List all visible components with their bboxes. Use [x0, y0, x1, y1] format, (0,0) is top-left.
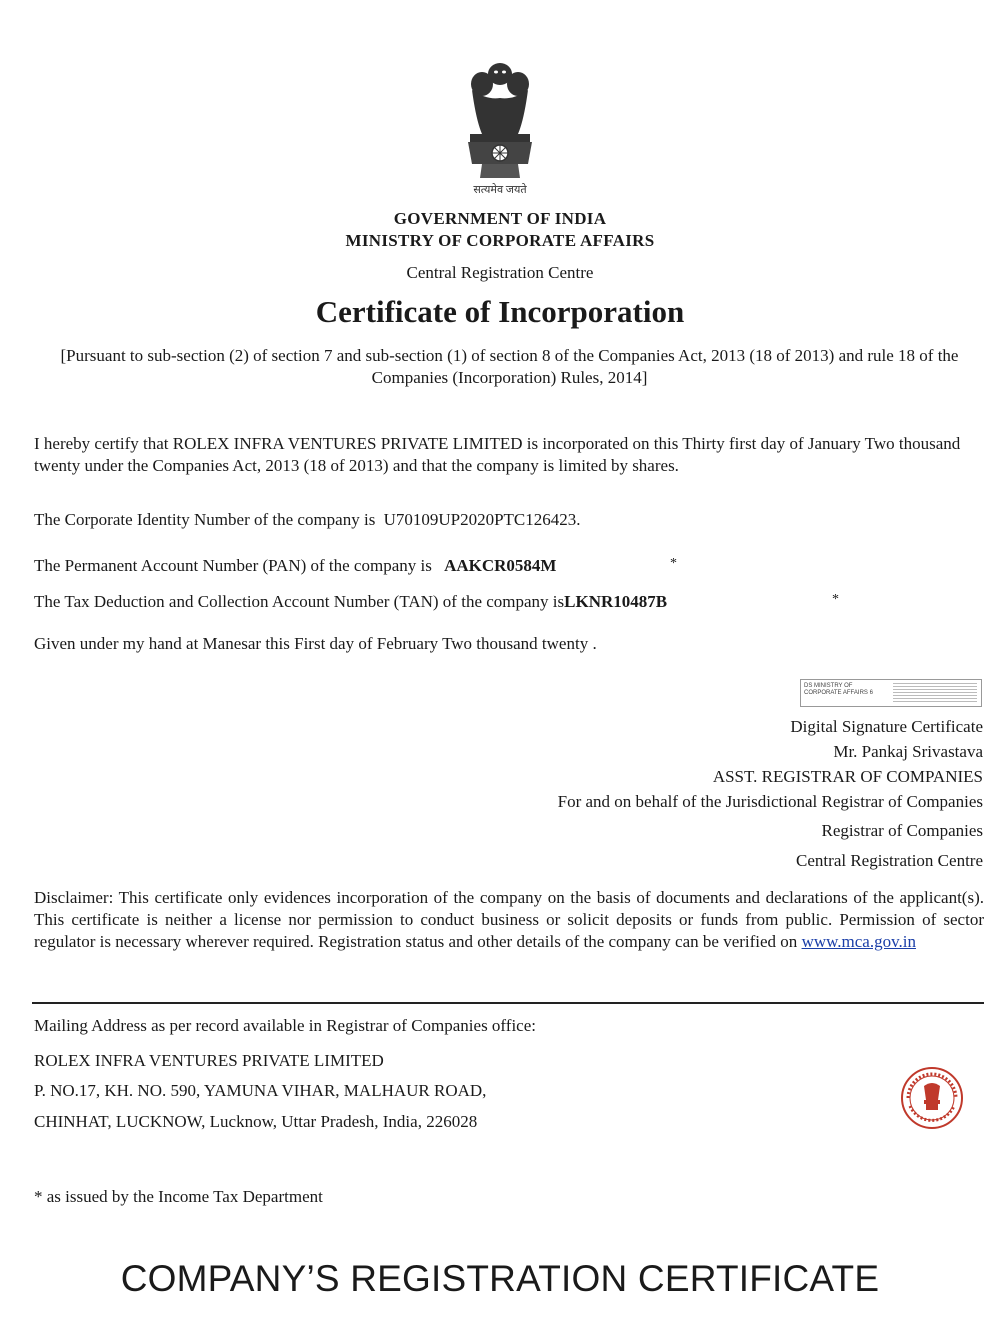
signatory-behalf: For and on behalf of the Jurisdictional Registrar of Companies: [557, 792, 983, 811]
mailing-heading: Mailing Address as per record available in Registrar of Companies office:: [34, 1016, 536, 1035]
mailing-address-line-2: CHINHAT, LUCKNOW, Lucknow, Uttar Pradesh, India, 226028: [34, 1112, 478, 1131]
tan-asterisk: *: [832, 592, 839, 607]
tan-label: The Tax Deduction and Collection Account Number (TAN) of the company is: [34, 592, 565, 611]
signatory-office: Registrar of Companies: [821, 821, 983, 840]
certification-paragraph: I hereby certify that ROLEX INFRA VENTURES PRIVATE LIMITED is incorporated on this Thirty first day of January Two thousand twenty under the Companies Act, 2013 (18 of 2013) and that the company is limited by shares.: [34, 434, 961, 475]
pan-line: [34, 556, 556, 576]
cin-line: [34, 510, 581, 530]
ministry-seal-icon: [900, 1066, 964, 1130]
pan-label: The Permanent Account Number (PAN) of the company is: [34, 556, 432, 575]
given-line: Given under my hand at Manesar this First day of February Two thousand twenty .: [34, 634, 597, 653]
pan-value: AAKCR0584M: [444, 556, 557, 575]
mailing-address-line-1: P. NO.17, KH. NO. 590, YAMUNA VIHAR, MALHAUR ROAD,: [34, 1081, 487, 1100]
mca-website-link[interactable]: www.mca.gov.in: [801, 932, 916, 951]
disclaimer-text: Disclaimer: This certificate only evidences incorporation of the company on the basis of documents and declarations of the applicant(s). This certificate is neither a license nor permission to conduct business or solicit deposits or funds from public. Permission of sector regulator is necessary wherever required. Registration status and other details of the company can be verified on: [34, 888, 984, 951]
disclaimer-paragraph: [34, 887, 984, 953]
pan-asterisk: *: [670, 556, 677, 571]
tan-value: LKNR10487B: [564, 592, 668, 611]
centre-subheading: Central Registration Centre: [406, 263, 594, 282]
stamp-fine-print: [893, 683, 977, 703]
footnote: * as issued by the Income Tax Department: [34, 1187, 323, 1206]
cin-value: U70109UP2020PTC126423.: [383, 510, 581, 529]
cin-label: The Corporate Identity Number of the company is: [34, 510, 376, 529]
signatory-name: Mr. Pankaj Srivastava: [833, 742, 983, 761]
government-heading: GOVERNMENT OF INDIA: [393, 209, 607, 228]
certificate-title: Certificate of Incorporation: [315, 294, 685, 329]
ministry-heading: MINISTRY OF CORPORATE AFFAIRS: [345, 231, 655, 250]
signatory-centre: Central Registration Centre: [796, 851, 983, 870]
signature-line-1: Digital Signature Certificate: [790, 717, 983, 736]
stamp-text: DS MINISTRY OF CORPORATE AFFAIRS 6: [804, 683, 873, 696]
signatory-designation: ASST. REGISTRAR OF COMPANIES: [712, 767, 983, 786]
mailing-company-name: ROLEX INFRA VENTURES PRIVATE LIMITED: [34, 1051, 384, 1070]
pursuant-clause: [Pursuant to sub-section (2) of section 7 and sub-section (1) of section 8 of the Companies Act, 2013 (18 of 2013) and rule 18 of the Companies (Incorporation) Rules, 2014]: [60, 346, 959, 387]
emblem-motto: सत्यमेव जयते: [473, 184, 527, 196]
tan-line: [34, 592, 667, 612]
digital-signature-stamp: [800, 679, 982, 707]
document-caption: COMPANY’S REGISTRATION CERTIFICATE: [120, 1258, 880, 1299]
national-emblem-icon: [462, 60, 538, 180]
section-divider: [32, 1002, 984, 1004]
